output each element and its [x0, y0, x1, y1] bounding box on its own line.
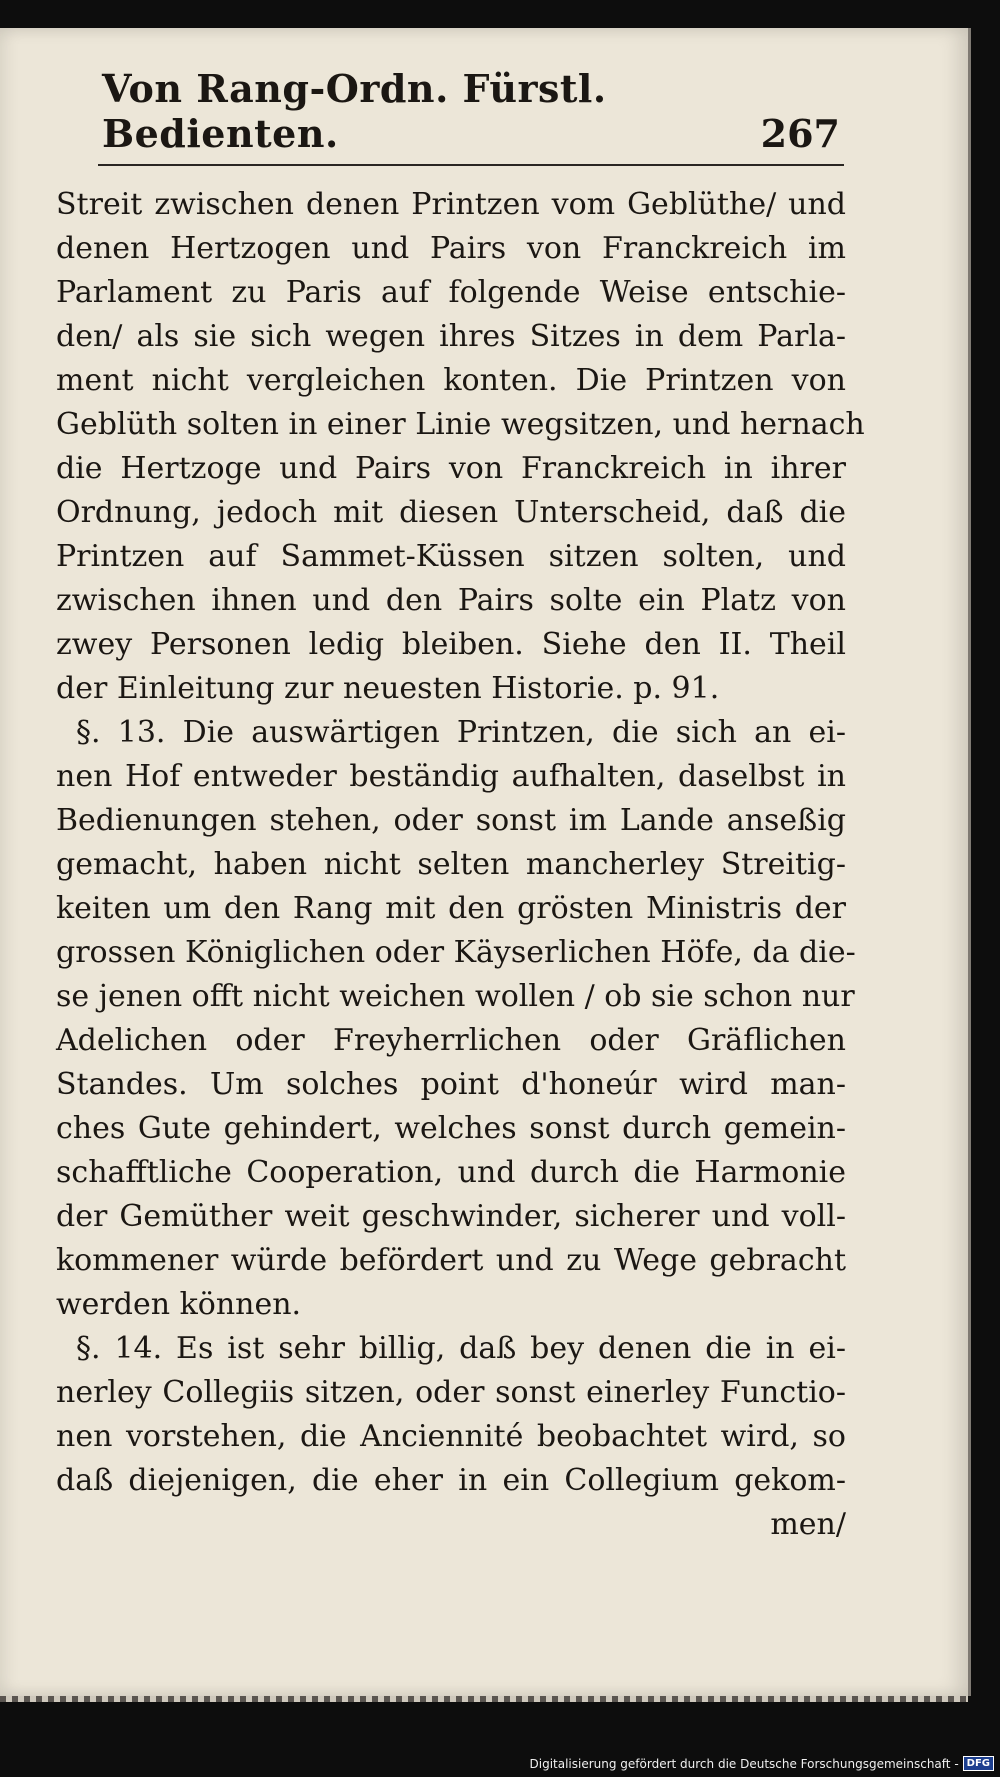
text-line: Printzen auf Sammet-Küssen sitzen solten, und [56, 539, 846, 574]
text-line: zwischen ihnen und den Pairs solte ein Platz von [56, 583, 846, 618]
credit-text: Digitalisierung gefördert durch die Deutsche Forschungsgemeinschaft - [529, 1756, 959, 1771]
text-line: nen vorstehen, die Anciennité beobachtet wird, so [56, 1419, 846, 1454]
text-line: gemacht, haben nicht selten mancherley Streitig- [56, 847, 846, 882]
text-line: grossen Königlichen oder Käyserlichen Höfe, da die- [56, 935, 856, 970]
text-line: Parlament zu Paris auf folgende Weise entschie- [56, 275, 846, 310]
text-line: denen Hertzogen und Pairs von Franckreich im [56, 231, 846, 266]
text-line: keiten um den Rang mit den grösten Ministris der [56, 891, 846, 926]
text-line: ches Gute gehindert, welches sonst durch gemein- [56, 1111, 846, 1146]
digitization-credit [530, 1756, 995, 1771]
running-title: Von Rang-Ordn. Fürstl. Bedienten. [102, 66, 607, 156]
page-number: 267 [760, 111, 840, 156]
text-line: der Einleitung zur neuesten Historie. p. 91. [56, 671, 720, 706]
paragraph-start-line: §. 14. Es ist sehr billig, daß bey denen die in ei- [76, 1331, 846, 1366]
book-page [0, 28, 971, 1696]
catchword: men/ [770, 1507, 846, 1542]
text-line: die Hertzoge und Pairs von Franckreich in ihrer [56, 451, 846, 486]
text-line: den/ als sie sich wegen ihres Sitzes in dem Parla- [56, 319, 846, 354]
text-line: Adelichen oder Freyherrlichen oder Gräflichen [56, 1023, 846, 1058]
text-line: der Gemüther weit geschwinder, sicherer und voll- [56, 1199, 846, 1234]
text-line: Streit zwischen denen Printzen vom Geblüthe/ und [56, 187, 846, 222]
text-line: Bedienungen stehen, oder sonst im Lande anseßig [56, 803, 846, 838]
text-line: kommener würde befördert und zu Wege gebracht [56, 1243, 846, 1278]
text-line: se jenen offt nicht weichen wollen / ob sie schon nur [56, 979, 855, 1014]
text-line: schafftliche Cooperation, und durch die Harmonie [56, 1155, 846, 1190]
text-line: nen Hof entweder beständig aufhalten, daselbst in [56, 759, 846, 794]
text-line: nerley Collegiis sitzen, oder sonst einerley Functio- [56, 1375, 846, 1410]
text-line: daß diejenigen, die eher in ein Collegium gekom- [56, 1463, 846, 1498]
text-line: werden können. [56, 1287, 302, 1322]
body-text [56, 183, 865, 1547]
page-header [98, 66, 844, 166]
text-line: Geblüth solten in einer Linie wegsitzen, und hernach [56, 407, 865, 442]
text-line: Ordnung, jedoch mit diesen Unterscheid, daß die [56, 495, 846, 530]
dfg-logo: DFG [963, 1756, 994, 1771]
text-line: Standes. Um solches point d'honeúr wird man- [56, 1067, 846, 1102]
text-line: zwey Personen ledig bleiben. Siehe den II. Theil [56, 627, 846, 662]
paragraph-start-line: §. 13. Die auswärtigen Printzen, die sich an ei- [76, 715, 846, 750]
text-line: ment nicht vergleichen konten. Die Printzen von [56, 363, 846, 398]
